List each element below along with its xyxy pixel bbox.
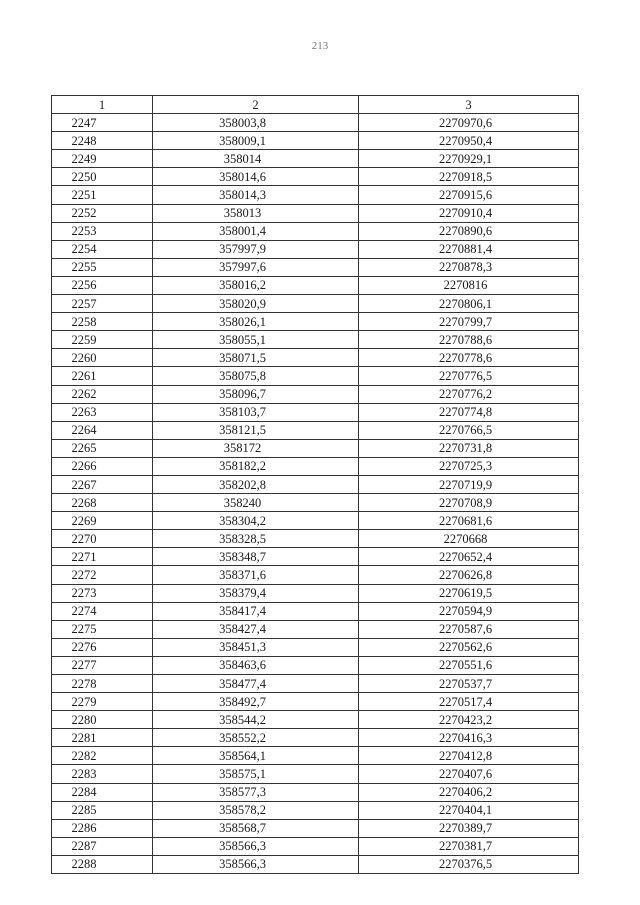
point-number-cell: 2283 bbox=[52, 765, 153, 783]
y-coordinate-cell: 2270778,6 bbox=[359, 349, 579, 367]
point-number-cell: 2280 bbox=[52, 711, 153, 729]
x-coordinate-cell: 358013 bbox=[153, 204, 359, 222]
x-coordinate-cell: 358566,3 bbox=[153, 837, 359, 855]
table-row bbox=[52, 421, 579, 439]
point-number-cell: 2274 bbox=[52, 602, 153, 620]
point-number-cell: 2261 bbox=[52, 367, 153, 385]
x-coordinate-cell: 358564,1 bbox=[153, 747, 359, 765]
y-coordinate-cell: 2270719,9 bbox=[359, 475, 579, 493]
point-number-cell: 2272 bbox=[52, 566, 153, 584]
y-coordinate-cell: 2270416,3 bbox=[359, 729, 579, 747]
table-row bbox=[52, 512, 579, 530]
point-number-cell: 2248 bbox=[52, 132, 153, 150]
x-coordinate-cell: 358348,7 bbox=[153, 548, 359, 566]
table-body bbox=[52, 114, 579, 874]
point-number-cell: 2252 bbox=[52, 204, 153, 222]
y-coordinate-cell: 2270587,6 bbox=[359, 620, 579, 638]
x-coordinate-cell: 358328,5 bbox=[153, 530, 359, 548]
point-number-cell: 2275 bbox=[52, 620, 153, 638]
point-number-cell: 2264 bbox=[52, 421, 153, 439]
point-number-cell: 2250 bbox=[52, 168, 153, 186]
table-row bbox=[52, 403, 579, 421]
point-number-cell: 2284 bbox=[52, 783, 153, 801]
point-number-cell: 2249 bbox=[52, 150, 153, 168]
table-row bbox=[52, 150, 579, 168]
y-coordinate-cell: 2270626,8 bbox=[359, 566, 579, 584]
table-row bbox=[52, 656, 579, 674]
y-coordinate-cell: 2270910,4 bbox=[359, 204, 579, 222]
x-coordinate-cell: 358451,3 bbox=[153, 638, 359, 656]
point-number-cell: 2288 bbox=[52, 855, 153, 873]
x-coordinate-cell: 358304,2 bbox=[153, 512, 359, 530]
point-number-cell: 2268 bbox=[52, 494, 153, 512]
x-coordinate-cell: 358071,5 bbox=[153, 349, 359, 367]
table-row bbox=[52, 620, 579, 638]
y-coordinate-cell: 2270517,4 bbox=[359, 693, 579, 711]
table-row bbox=[52, 114, 579, 132]
point-number-cell: 2260 bbox=[52, 349, 153, 367]
point-number-cell: 2265 bbox=[52, 439, 153, 457]
table-row bbox=[52, 186, 579, 204]
x-coordinate-cell: 357997,6 bbox=[153, 258, 359, 276]
x-coordinate-cell: 358568,7 bbox=[153, 819, 359, 837]
y-coordinate-cell: 2270776,5 bbox=[359, 367, 579, 385]
table-row bbox=[52, 711, 579, 729]
y-coordinate-cell: 2270816 bbox=[359, 276, 579, 294]
x-coordinate-cell: 358055,1 bbox=[153, 331, 359, 349]
table-row bbox=[52, 855, 579, 873]
x-coordinate-cell: 358578,2 bbox=[153, 801, 359, 819]
x-coordinate-cell: 358566,3 bbox=[153, 855, 359, 873]
point-number-cell: 2278 bbox=[52, 675, 153, 693]
table-row bbox=[52, 168, 579, 186]
point-number-cell: 2253 bbox=[52, 222, 153, 240]
x-coordinate-cell: 357997,9 bbox=[153, 240, 359, 258]
point-number-cell: 2277 bbox=[52, 656, 153, 674]
point-number-cell: 2263 bbox=[52, 403, 153, 421]
x-coordinate-cell: 358544,2 bbox=[153, 711, 359, 729]
point-number-cell: 2258 bbox=[52, 313, 153, 331]
column-header-1: 1 bbox=[52, 96, 153, 114]
x-coordinate-cell: 358014 bbox=[153, 150, 359, 168]
x-coordinate-cell: 358575,1 bbox=[153, 765, 359, 783]
y-coordinate-cell: 2270774,8 bbox=[359, 403, 579, 421]
table-row bbox=[52, 675, 579, 693]
y-coordinate-cell: 2270950,4 bbox=[359, 132, 579, 150]
y-coordinate-cell: 2270806,1 bbox=[359, 295, 579, 313]
y-coordinate-cell: 2270652,4 bbox=[359, 548, 579, 566]
y-coordinate-cell: 2270708,9 bbox=[359, 494, 579, 512]
table-row bbox=[52, 222, 579, 240]
x-coordinate-cell: 358026,1 bbox=[153, 313, 359, 331]
x-coordinate-cell: 358371,6 bbox=[153, 566, 359, 584]
point-number-cell: 2270 bbox=[52, 530, 153, 548]
table-row bbox=[52, 331, 579, 349]
x-coordinate-cell: 358014,6 bbox=[153, 168, 359, 186]
table-row bbox=[52, 240, 579, 258]
x-coordinate-cell: 358379,4 bbox=[153, 584, 359, 602]
y-coordinate-cell: 2270929,1 bbox=[359, 150, 579, 168]
y-coordinate-cell: 2270381,7 bbox=[359, 837, 579, 855]
table-row bbox=[52, 439, 579, 457]
y-coordinate-cell: 2270878,3 bbox=[359, 258, 579, 276]
y-coordinate-cell: 2270537,7 bbox=[359, 675, 579, 693]
y-coordinate-cell: 2270389,7 bbox=[359, 819, 579, 837]
table-row bbox=[52, 457, 579, 475]
x-coordinate-cell: 358103,7 bbox=[153, 403, 359, 421]
x-coordinate-cell: 358003,8 bbox=[153, 114, 359, 132]
point-number-cell: 2287 bbox=[52, 837, 153, 855]
x-coordinate-cell: 358121,5 bbox=[153, 421, 359, 439]
x-coordinate-cell: 358020,9 bbox=[153, 295, 359, 313]
point-number-cell: 2256 bbox=[52, 276, 153, 294]
table-row bbox=[52, 313, 579, 331]
y-coordinate-cell: 2270594,9 bbox=[359, 602, 579, 620]
y-coordinate-cell: 2270725,3 bbox=[359, 457, 579, 475]
x-coordinate-cell: 358240 bbox=[153, 494, 359, 512]
table-row bbox=[52, 494, 579, 512]
table-row bbox=[52, 258, 579, 276]
point-number-cell: 2285 bbox=[52, 801, 153, 819]
table-row bbox=[52, 747, 579, 765]
x-coordinate-cell: 358172 bbox=[153, 439, 359, 457]
table-row bbox=[52, 819, 579, 837]
y-coordinate-cell: 2270731,8 bbox=[359, 439, 579, 457]
table-row bbox=[52, 530, 579, 548]
point-number-cell: 2259 bbox=[52, 331, 153, 349]
table-row bbox=[52, 475, 579, 493]
x-coordinate-cell: 358417,4 bbox=[153, 602, 359, 620]
table-row bbox=[52, 566, 579, 584]
y-coordinate-cell: 2270551,6 bbox=[359, 656, 579, 674]
point-number-cell: 2254 bbox=[52, 240, 153, 258]
table-row bbox=[52, 729, 579, 747]
y-coordinate-cell: 2270619,5 bbox=[359, 584, 579, 602]
x-coordinate-cell: 358427,4 bbox=[153, 620, 359, 638]
y-coordinate-cell: 2270407,6 bbox=[359, 765, 579, 783]
point-number-cell: 2266 bbox=[52, 457, 153, 475]
point-number-cell: 2271 bbox=[52, 548, 153, 566]
x-coordinate-cell: 358075,8 bbox=[153, 367, 359, 385]
table-row bbox=[52, 765, 579, 783]
x-coordinate-cell: 358477,4 bbox=[153, 675, 359, 693]
table-header-row bbox=[52, 96, 579, 114]
point-number-cell: 2281 bbox=[52, 729, 153, 747]
y-coordinate-cell: 2270881,4 bbox=[359, 240, 579, 258]
point-number-cell: 2262 bbox=[52, 385, 153, 403]
x-coordinate-cell: 358202,8 bbox=[153, 475, 359, 493]
point-number-cell: 2282 bbox=[52, 747, 153, 765]
point-number-cell: 2255 bbox=[52, 258, 153, 276]
table-row bbox=[52, 693, 579, 711]
table-row bbox=[52, 349, 579, 367]
table-row bbox=[52, 602, 579, 620]
y-coordinate-cell: 2270799,7 bbox=[359, 313, 579, 331]
y-coordinate-cell: 2270562,6 bbox=[359, 638, 579, 656]
table-row bbox=[52, 204, 579, 222]
y-coordinate-cell: 2270970,6 bbox=[359, 114, 579, 132]
point-number-cell: 2247 bbox=[52, 114, 153, 132]
point-number-cell: 2267 bbox=[52, 475, 153, 493]
y-coordinate-cell: 2270681,6 bbox=[359, 512, 579, 530]
x-coordinate-cell: 358014,3 bbox=[153, 186, 359, 204]
table-row bbox=[52, 385, 579, 403]
table-row bbox=[52, 801, 579, 819]
point-number-cell: 2273 bbox=[52, 584, 153, 602]
point-number-cell: 2286 bbox=[52, 819, 153, 837]
x-coordinate-cell: 358182,2 bbox=[153, 457, 359, 475]
coordinates-table bbox=[51, 95, 579, 874]
page-number: 213 bbox=[311, 40, 329, 52]
x-coordinate-cell: 358016,2 bbox=[153, 276, 359, 294]
table-row bbox=[52, 548, 579, 566]
y-coordinate-cell: 2270788,6 bbox=[359, 331, 579, 349]
x-coordinate-cell: 358463,6 bbox=[153, 656, 359, 674]
x-coordinate-cell: 358577,3 bbox=[153, 783, 359, 801]
table-row bbox=[52, 638, 579, 656]
table-row bbox=[52, 367, 579, 385]
point-number-cell: 2279 bbox=[52, 693, 153, 711]
table-row bbox=[52, 276, 579, 294]
table-row bbox=[52, 584, 579, 602]
y-coordinate-cell: 2270404,1 bbox=[359, 801, 579, 819]
y-coordinate-cell: 2270776,2 bbox=[359, 385, 579, 403]
table-row bbox=[52, 783, 579, 801]
y-coordinate-cell: 2270918,5 bbox=[359, 168, 579, 186]
table-row bbox=[52, 837, 579, 855]
x-coordinate-cell: 358492,7 bbox=[153, 693, 359, 711]
point-number-cell: 2276 bbox=[52, 638, 153, 656]
x-coordinate-cell: 358009,1 bbox=[153, 132, 359, 150]
y-coordinate-cell: 2270915,6 bbox=[359, 186, 579, 204]
x-coordinate-cell: 358001,4 bbox=[153, 222, 359, 240]
x-coordinate-cell: 358552,2 bbox=[153, 729, 359, 747]
point-number-cell: 2257 bbox=[52, 295, 153, 313]
point-number-cell: 2269 bbox=[52, 512, 153, 530]
column-header-3: 3 bbox=[359, 96, 579, 114]
y-coordinate-cell: 2270412,8 bbox=[359, 747, 579, 765]
table-row bbox=[52, 295, 579, 313]
y-coordinate-cell: 2270423,2 bbox=[359, 711, 579, 729]
y-coordinate-cell: 2270766,5 bbox=[359, 421, 579, 439]
column-header-2: 2 bbox=[153, 96, 359, 114]
x-coordinate-cell: 358096,7 bbox=[153, 385, 359, 403]
y-coordinate-cell: 2270668 bbox=[359, 530, 579, 548]
point-number-cell: 2251 bbox=[52, 186, 153, 204]
y-coordinate-cell: 2270406,2 bbox=[359, 783, 579, 801]
y-coordinate-cell: 2270890,6 bbox=[359, 222, 579, 240]
y-coordinate-cell: 2270376,5 bbox=[359, 855, 579, 873]
table-row bbox=[52, 132, 579, 150]
